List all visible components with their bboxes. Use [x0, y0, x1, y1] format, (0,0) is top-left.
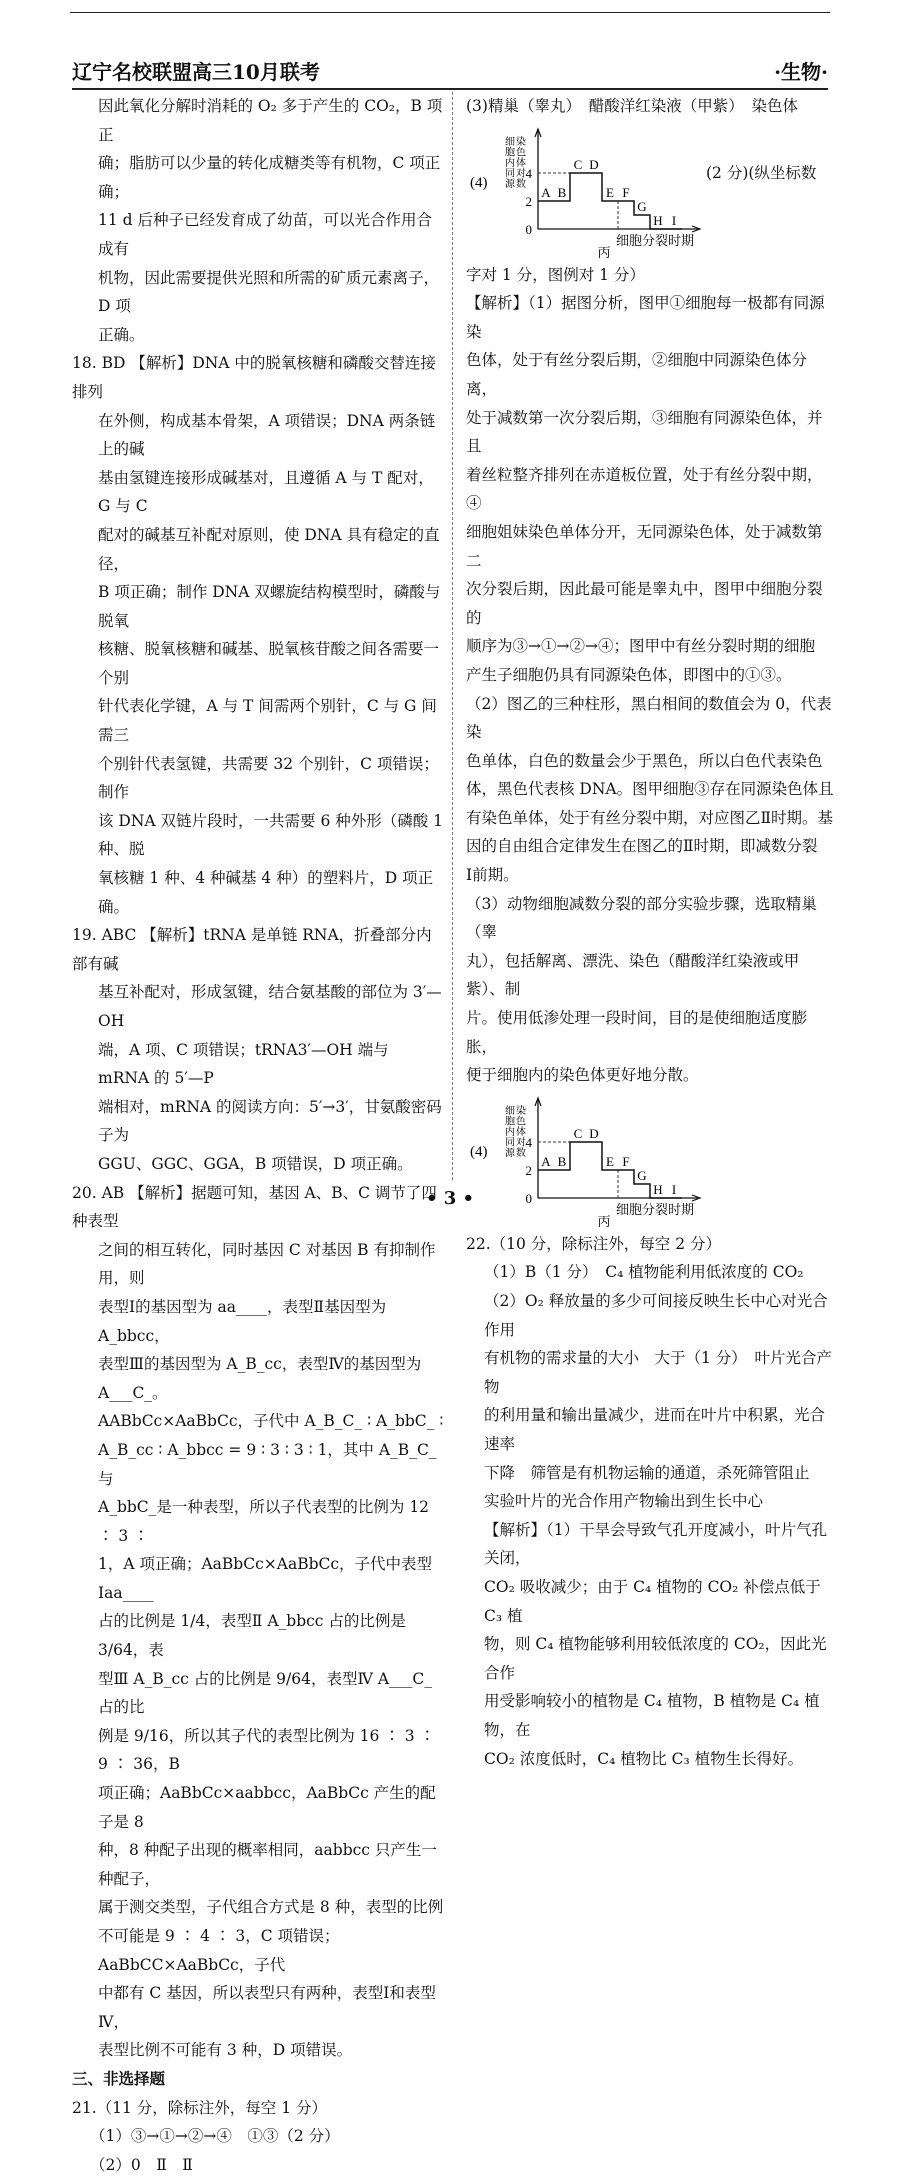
text-line: 产生子细胞仍具有同源染色体，即图中的①③。 [466, 665, 792, 684]
answer-21-3: (3)精巢（睾丸） 醋酸洋红染液（甲紫） 染色体 [466, 97, 798, 115]
text-line: 下降 筛管是有机物运输的通道，杀死筛管阻止 [484, 1463, 810, 1482]
text-line: 氧核糖 1 种、4 种碱基 4 种）的塑料片，D 项正确。 [98, 869, 434, 916]
text-line: CO₂ 浓度低时，C₄ 植物比 C₃ 植物生长得好。 [484, 1749, 804, 1768]
text-line: 处于减数第一次分裂后期，③细胞有同源染色体，并且 [466, 408, 823, 456]
text-line: 端，A 项、C 项错误；tRNA3′—OH 端与 mRNA 的 5′—P [98, 1040, 389, 1088]
text-line: 之间的相互转化，同时基因 C 对基因 B 有抑制作用，则 [98, 1240, 436, 1288]
y-axis-label-char: 对 [516, 168, 526, 180]
y-tick-label: 4 [525, 1134, 532, 1150]
text-line: 因此氧化分解时消耗的 O₂ 多于产生的 CO₂，B 项正 [98, 97, 443, 144]
text-line: 三、非选择题 [72, 2068, 166, 2088]
text-line: 中都有 C 基因，所以表型只有两种，表型Ⅰ和表型Ⅳ， [98, 1984, 436, 2031]
segment-label: A [541, 1153, 551, 1169]
text-line: 着丝粒整齐排列在赤道板位置，处于有丝分裂中期，④ [466, 465, 823, 513]
text-line: 个别针代表氢键，共需要 32 个别针，C 项错误；制作 [98, 754, 439, 802]
y-axis-label-char: 数 [516, 178, 526, 190]
text-line: 11 d 后种子已经发育成了幼苗，可以光合作用合成有 [98, 211, 433, 258]
y-tick-label: 4 [525, 165, 532, 181]
y-axis-label-char: 体 [516, 157, 526, 169]
text-line: 19. ABC 【解析】tRNA 是单链 RNA，折叠部分内部有碱 [72, 926, 432, 973]
item-label: (4) [470, 1143, 488, 1160]
segment-label: G [637, 198, 647, 214]
text-line: 丸），包括解离、漂洗、染色（醋酸洋红染液或甲紫）、制 [466, 951, 800, 999]
text-line: 18. BD 【解析】DNA 中的脱氧核糖和磷酸交替连接排列 [72, 354, 436, 401]
chart-caption: 丙 [597, 1213, 611, 1229]
text-line: 配对的碱基互补配对原则，使 DNA 具有稳定的直径， [98, 525, 440, 573]
text-line: A_bbC_是一种表型，所以子代表型的比例为 12 ∶ 3 ∶ [98, 1498, 430, 1545]
left-column [72, 92, 444, 2179]
text-line: 用受影响较小的植物是 C₄ 植物，B 植物是 C₄ 植物，在 [484, 1692, 820, 1739]
text-line: GGU、GGC、GGA，B 项错误，D 项正确。 [98, 1154, 413, 1173]
segment-label: H [653, 1181, 663, 1197]
text-line: 有染色单体，处于有丝分裂中期，对应图乙Ⅱ时期。基 [466, 808, 834, 827]
header-rule [72, 88, 828, 90]
text-line: 的利用量和输出量减少，进而在叶片中积累，光合速率 [484, 1406, 826, 1453]
text-line: 22.（10 分，除标注外，每空 2 分） [466, 1234, 722, 1253]
segment-label: E [606, 184, 614, 200]
text-line: 色单体，白色的数量会少于黑色，所以白色代表染色 [466, 751, 823, 770]
segment-label: D [589, 156, 599, 172]
y-axis-label-char: 体 [516, 1126, 526, 1138]
segment-label: H [653, 212, 663, 228]
text-line: 1，A 项正确；AaBbCc×AaBbCc，子代中表型Ⅰaa____ [98, 1555, 433, 1602]
text-line: 细胞姐妹染色单体分开，无同源染色体，处于减数第二 [466, 522, 823, 570]
y-axis-label-char: 源 [505, 1147, 515, 1159]
text-line: 便于细胞内的染色体更好地分散。 [466, 1066, 699, 1085]
y-tick-label: 0 [525, 1190, 532, 1206]
text-line: 端相对，mRNA 的阅读方向：5′→3′，甘氨酸密码子为 [98, 1097, 442, 1145]
text-line: AABbCc×AaBbCc，子代中 A_B_C_ ∶ A_bbC_ ∶ [98, 1412, 444, 1431]
text-line: （1）③→①→②→④ ①③（2 分） [90, 2127, 340, 2146]
page-number: • 3 • [425, 1188, 475, 1209]
y-axis-label-char: 胞 [505, 1116, 515, 1128]
y-tick-label: 2 [525, 1162, 532, 1178]
column-divider [452, 92, 453, 1180]
y-axis-label-char: 细 [505, 136, 515, 148]
y-axis-label-char: 细 [505, 1105, 515, 1117]
y-axis-label-char: 染 [516, 136, 526, 148]
y-axis-label-char: 内 [505, 1126, 515, 1138]
text-line: 在外侧，构成基本骨架，A 项错误；DNA 两条链上的碱 [98, 411, 436, 459]
y-axis-label-char: 对 [516, 1137, 526, 1149]
text-line: 针代表化学键，A 与 T 间需两个别针，C 与 G 间需三 [98, 697, 437, 745]
segment-label: I [671, 212, 677, 228]
text-line: 型Ⅲ A_B_cc 占的比例是 9/64，表型Ⅳ A___C_占的比 [98, 1669, 432, 1717]
y-axis-label-char: 同 [505, 168, 515, 180]
text-line: 色体，处于有丝分裂后期，②细胞中同源染色体分离， [466, 351, 808, 398]
text-line: 确；脂肪可以少量的转化成糖类等有机物，C 项正确； [98, 154, 441, 201]
text-line: 占的比例是 1/4，表型Ⅱ A_bbcc 占的比例是 3/64，表 [98, 1612, 406, 1660]
text-line: 体，黑色代表核 DNA。图甲细胞③存在同源染色体且 [466, 780, 834, 799]
analysis-21 [466, 261, 836, 1090]
text-line: 属于测交类型，子代组合方式是 8 种，表型的比例 [98, 1898, 444, 1917]
segment-label: A [541, 184, 551, 200]
segment-label: G [637, 1167, 647, 1183]
text-line: 表型Ⅲ的基因型为 A_B_cc，表型Ⅳ的基因型为 A___C_。 [98, 1355, 422, 1402]
segment-label: D [589, 1125, 599, 1141]
chart-svg-1 [466, 121, 706, 261]
text-line: 次分裂后期，因此最可能是睾丸中，图甲中细胞分裂的 [466, 580, 823, 627]
text-line: （2）0 Ⅱ Ⅱ [90, 2155, 193, 2174]
answer-22 [466, 1230, 836, 1773]
text-line: A_B_cc ∶ A_bbcc = 9 ∶ 3 ∶ 3 ∶ 1，其中 A_B_C_与 [98, 1440, 437, 1488]
text-line: B 项正确；制作 DNA 双螺旋结构模型时，磷酸与脱氧 [98, 583, 441, 630]
text-line: （2）O₂ 释放量的多少可间接反映生长中心对光合作用 [484, 1292, 828, 1339]
text-line: 机物，因此需要提供光照和所需的矿质元素离子，D 项 [98, 268, 440, 316]
x-axis-label: 细胞分裂时期 [616, 232, 695, 248]
text-line: 【解析】（1）干旱会导致气孔开度减小，叶片气孔关闭， [484, 1520, 828, 1568]
score-note: (2 分)(纵坐标数 [706, 163, 817, 182]
text-line: （2）图乙的三种柱形，黑白相间的数值会为 0，代表染 [466, 694, 832, 742]
text-line: 实验叶片的光合作用产物输出到生长中心 [484, 1492, 764, 1511]
right-column [466, 92, 836, 1773]
y-tick-label: 2 [525, 193, 532, 209]
text-line: 顺序为③→①→②→④；图甲中有丝分裂时期的细胞 [466, 637, 815, 656]
y-tick-label: 0 [525, 221, 532, 237]
text-line: （3）动物细胞减数分裂的部分实验步骤，选取精巢（睾 [466, 894, 817, 942]
text-line: 表型比例不可能有 3 种，D 项错误。 [98, 2041, 353, 2060]
segment-label: E [606, 1153, 614, 1169]
text-line: 核糖、脱氧核糖和碱基、脱氧核苷酸之间各需要一个别 [98, 640, 440, 687]
y-axis-label-char: 数 [516, 1147, 526, 1159]
text-line: 表型Ⅰ的基因型为 aa____，表型Ⅱ基因型为 A_bbcc， [98, 1297, 387, 1345]
y-axis-label-char: 胞 [505, 147, 515, 159]
text-line: 21.（11 分，除标注外，每空 1 分） [72, 2098, 328, 2117]
segment-label: C [573, 156, 583, 172]
text-line: 例是 9/16，所以其子代的表型比例为 16 ∶ 3 ∶ 9 ∶ 36，B [98, 1726, 436, 1774]
exam-title: 辽宁名校联盟高三10月联考 [72, 60, 320, 84]
text-line: 【解析】（1）据图分析，图甲①细胞每一极都有同源染 [466, 294, 825, 341]
top-rule [70, 12, 830, 13]
text-line: 20. AB 【解析】据题可知，基因 A、B、C 调节了四种表型 [72, 1183, 437, 1231]
y-axis-label-char: 源 [505, 178, 515, 190]
text-line: 项正确；AaBbCc×aabbcc，AaBbCc 产生的配子是 8 [98, 1784, 436, 1831]
item-label: (4) [470, 174, 488, 191]
segment-label: F [622, 1153, 630, 1169]
text-line: （1）B（1 分） C₄ 植物能利用低浓度的 CO₂ [484, 1263, 804, 1282]
segment-label: I [671, 1181, 677, 1197]
text-line: Ⅰ前期。 [466, 866, 519, 885]
text-line: 片。使用低渗处理一段时间，目的是使细胞适度膨胀， [466, 1009, 808, 1056]
text-line: 该 DNA 双链片段时，一共需要 6 种外形（磷酸 1 种、脱 [98, 811, 444, 859]
segment-label: B [557, 1153, 567, 1169]
text-line: 正确。 [98, 325, 145, 344]
y-axis-label-char: 同 [505, 1137, 515, 1149]
x-axis-label: 细胞分裂时期 [616, 1201, 695, 1217]
chart-figure-1 [466, 121, 836, 261]
subject-label: ·生物· [774, 60, 828, 84]
y-axis-label-char: 染 [516, 1105, 526, 1117]
text-line: 有机物的需求量的大小 大于（1 分） 叶片光合产物 [484, 1349, 833, 1396]
page-header [72, 56, 828, 86]
y-axis-label-char: 色 [516, 147, 526, 159]
text-line: 物，则 C₄ 植物能够利用较低浓度的 CO₂，因此光合作 [484, 1635, 827, 1682]
text-line: 种，8 种配子出现的概率相同，aabbcc 只产生一种配子， [98, 1841, 437, 1888]
text-line: 不可能是 9 ∶ 4 ∶ 3，C 项错误；AaBbCC×AaBbCc，子代 [98, 1927, 340, 1974]
segment-label: F [622, 184, 630, 200]
segment-label: C [573, 1125, 583, 1141]
text-line: 基由氢键连接形成碱基对，且遵循 A 与 T 配对，G 与 C [98, 468, 434, 516]
segment-label: B [557, 184, 567, 200]
text-line: CO₂ 吸收减少；由于 C₄ 植物的 CO₂ 补偿点低于 C₃ 植 [484, 1577, 821, 1625]
text-line: 字对 1 分，图例对 1 分） [466, 265, 645, 284]
text-line: 基互补配对，形成氢键，结合氨基酸的部位为 3′—OH [98, 983, 442, 1030]
y-axis-label-char: 内 [505, 157, 515, 169]
y-axis-label-char: 色 [516, 1116, 526, 1128]
chart-caption: 丙 [597, 244, 611, 260]
text-line: 因的自由组合定律发生在图乙的Ⅱ时期，即减数分裂 [466, 837, 818, 856]
